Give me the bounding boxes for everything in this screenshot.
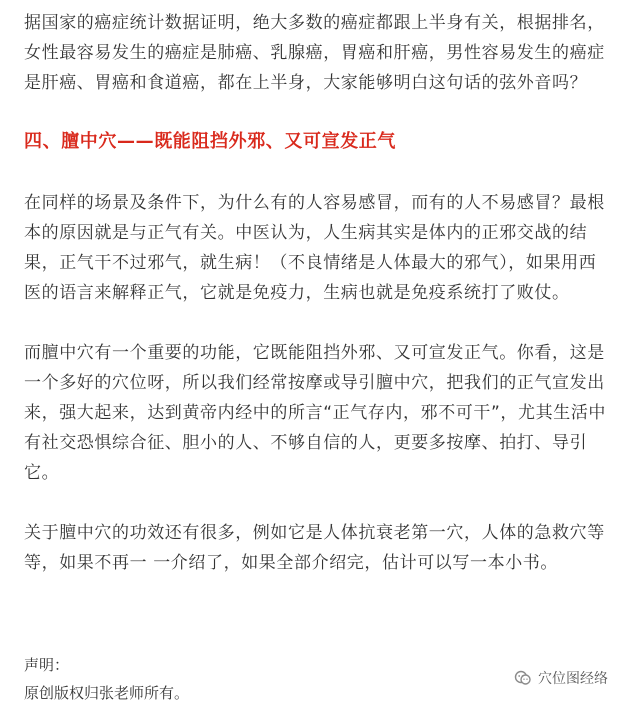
spacer [24, 157, 606, 188]
notice-text: 原创版权归张老师所有。 [24, 684, 190, 702]
paragraph-cancer-statistics: 据国家的癌症统计数据证明，绝大多数的癌症都跟上半身有关，根据排名，女性最容易发生的癌症是肺癌、乳腺癌，胃癌和肝癌，男性容易发生的癌症是肝癌、胃癌和食道癌，都在上半身，大家能够明白这句话的弦外音吗？ [24, 13, 605, 93]
watermark-text: 穴位图经络 [538, 671, 608, 687]
article-body [24, 0, 606, 578]
notice-label: 声明： [24, 656, 70, 674]
paragraph-zhengqi: 在同样的场景及条件下，为什么有的人容易感冒，而有的人不易感冒？最根本的原因就是与正气有关。中医认为，人生病其实是体内的正邪交战的结果，正气干不过邪气，就生病！（不良情绪是人体最大的邪气），如果用西医的语言来解释正气，它就是免疫力，生病也就是免疫系统打了败仗。 [24, 193, 605, 303]
spacer [24, 488, 606, 518]
section-heading: 四、膻中穴——既能阻挡外邪、又可宣发正气 [24, 131, 396, 152]
spacer [24, 98, 606, 127]
spacer [24, 308, 606, 338]
wechat-official-account-icon [514, 669, 532, 687]
account-watermark [514, 668, 608, 688]
paragraph-danzhong-more: 关于膻中穴的功效还有很多，例如它是人体抗衰老第一穴，人体的急救穴等等，如果不再一 一介绍了，如果全部介绍完，估计可以写一本小书。 [24, 523, 605, 573]
paragraph-danzhong-function: 而膻中穴有一个重要的功能，它既能阻挡外邪、又可宣发正气。你看，这是一个多好的穴位呀，所以我们经常按摩或导引膻中穴，把我们的正气宣发出来，强大起来，达到黄帝内经中的所言“正气存内，邪不可干”，尤其生活中有社交恐惧综合征、胆小的人、不够自信的人，更要多按摩、拍打、导引它。 [24, 343, 607, 483]
